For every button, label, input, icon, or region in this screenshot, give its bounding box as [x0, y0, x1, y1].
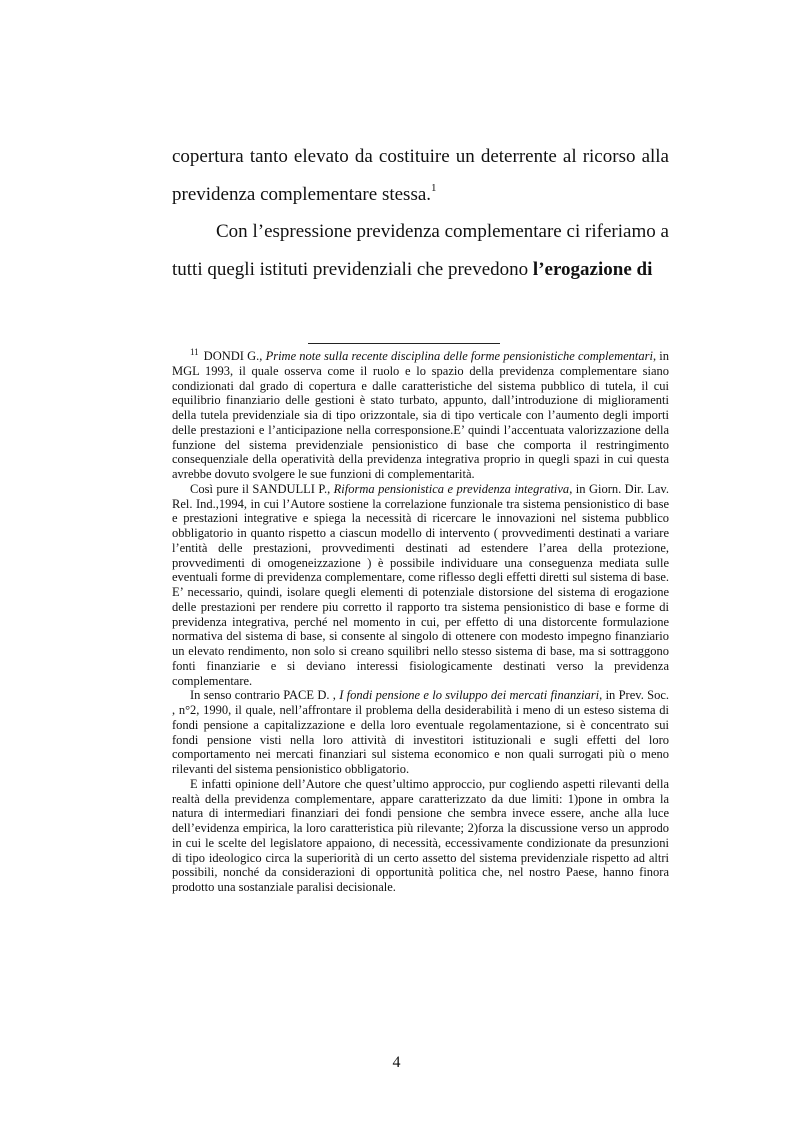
footnote-author: In senso contrario PACE D. ,	[190, 688, 340, 703]
bold-phrase: l’erogazione di	[532, 258, 653, 280]
footnote-body: E infatti opinione dell’Autore che quest’ultimo approccio, pur cogliendo aspetti rilevanti della realtà della previdenza complementare, appare caratterizzato da due limiti: 1)pone in ombra la natura di intermediari finanziari dei fondi pensione che sembra invece essere, anche alla luce dell’evidenza empirica, la loro caratteristica più rilevante; 2)forza la discussione verso un approdo in cui le scelte del legislatore appaiono, di necessità, eccessivamente condizionate da presunzioni di tipo ideologico circa la superiorità di un certo assetto del sistema previdenziale rispetto ad altri possibili, nonché da considerazioni di opportunità politica che, nel nostro Paese, hanno finora prodotto una sostanziale paralisi decisionale.	[172, 776, 669, 894]
paragraph-text: copertura tanto elevato da costituire un deterrente al ricorso alla previdenza complementare stessa.	[172, 146, 669, 205]
footnote-dondi	[172, 349, 669, 482]
footnote-body: , in MGL 1993, il quale osserva come il ruolo e lo spazio della previdenza complementare siano condizionati dal grado di copertura e dalle caratteristiche del sistema pubblico di tutela, il cui equilibrio finanziario delle gestioni è stato turbato, appunto, dall’introduzione di miglioramenti della tutela previdenziale sia di tipo orizzontale, sia di tipo verticale con l’aumento degli importi delle prestazioni e l’anticipazione nella corresponsione.E’ quindi l’accentuata valorizzazione della funzione del sistema previdenziale pensionistico di base che comporta il restringimento consequenziale della operatività della previdenza integrativa proprio in quegli spazi in cui questa avrebbe dovuto svolgere le sue funzioni di complementarità.	[172, 349, 669, 481]
footnote-author: Così pure il SANDULLI P.,	[190, 481, 334, 496]
footnote-title: Riforma pensionistica e previdenza integrativa	[333, 481, 570, 496]
paragraph-text: Con l’espressione previdenza complementare ci riferiamo a tutti quegli istituti previdenziali che prevedono	[172, 221, 669, 280]
footnotes	[172, 349, 669, 895]
footnote-title: Prime note sulla recente disciplina delle forme pensionistiche complementari	[265, 349, 653, 363]
paragraph-continuation	[172, 138, 669, 213]
footnote-opinion	[172, 777, 669, 895]
footnote-body: , in Giorn. Dir. Lav. Rel. Ind.,1994, in cui l’Autore sostiene la correlazione funzionale tra sistema pensionistico di base e prestazioni integrative e spiega la necessità di ricercare le innovazioni nel sistema pubblico obbligatorio in quanto rispetto a ciascun modello di intervento ( provvedimenti destinati a variare l’entità delle prestazioni, provvedimenti destinati ad estendere l’area della protezione, provvedimenti di omogeneizzazione ) è possibile individuare una conseguenza mediata sulle eventuali forme di previdenza complementare, come riflesso degli effetti diretti sul sistema di base. E’ necessario, quindi, isolare quegli elementi di potenziale distorsione del sistema di erogazione delle prestazioni per rendere piu corretto il rapporto tra sistema pensionistico di base e forme di previdenza integrativa, perché nel momento in cui, per effetto di una distorcente formulazione normativa del sistema di base, si consente al singolo di ottenere con modesto impegno finanziario un elevato rendimento, non solo si creano squilibri nello stesso sistema di base, ma si sottraggono fonti finanziarie e si deviano interessi fisiologicamente destinati verso la previdenza complementare.	[172, 481, 669, 688]
paragraph-definition	[172, 213, 669, 288]
footnote-mark: 11	[190, 347, 199, 357]
footnote-pace	[172, 688, 669, 777]
footnote-reference[interactable]: 1	[431, 181, 437, 194]
footnote-sandulli	[172, 482, 669, 689]
main-text	[172, 138, 669, 288]
footnote-separator	[308, 343, 500, 344]
page-number: 4	[392, 1054, 401, 1071]
footnote-title: I fondi pensione e lo sviluppo dei mercati finanziari	[339, 688, 600, 703]
footnote-body: , in Prev. Soc. , n°2, 1990, il quale, nell’affrontare il problema della desiderabilità i meno di un esteso sistema di fondi pensione a capitalizzazione e della loro eventuale regolamentazione, si è concentrato sui fondi pensione visti nella loro attività di investitori istituzionali e sugli effetti del loro comportamento nei mercati finanziari sul sistema economico e non quali surrogati più o meno rilevanti del sistema pensionistico obbligatorio.	[172, 688, 669, 776]
footnote-author: DONDI G.,	[203, 349, 266, 363]
